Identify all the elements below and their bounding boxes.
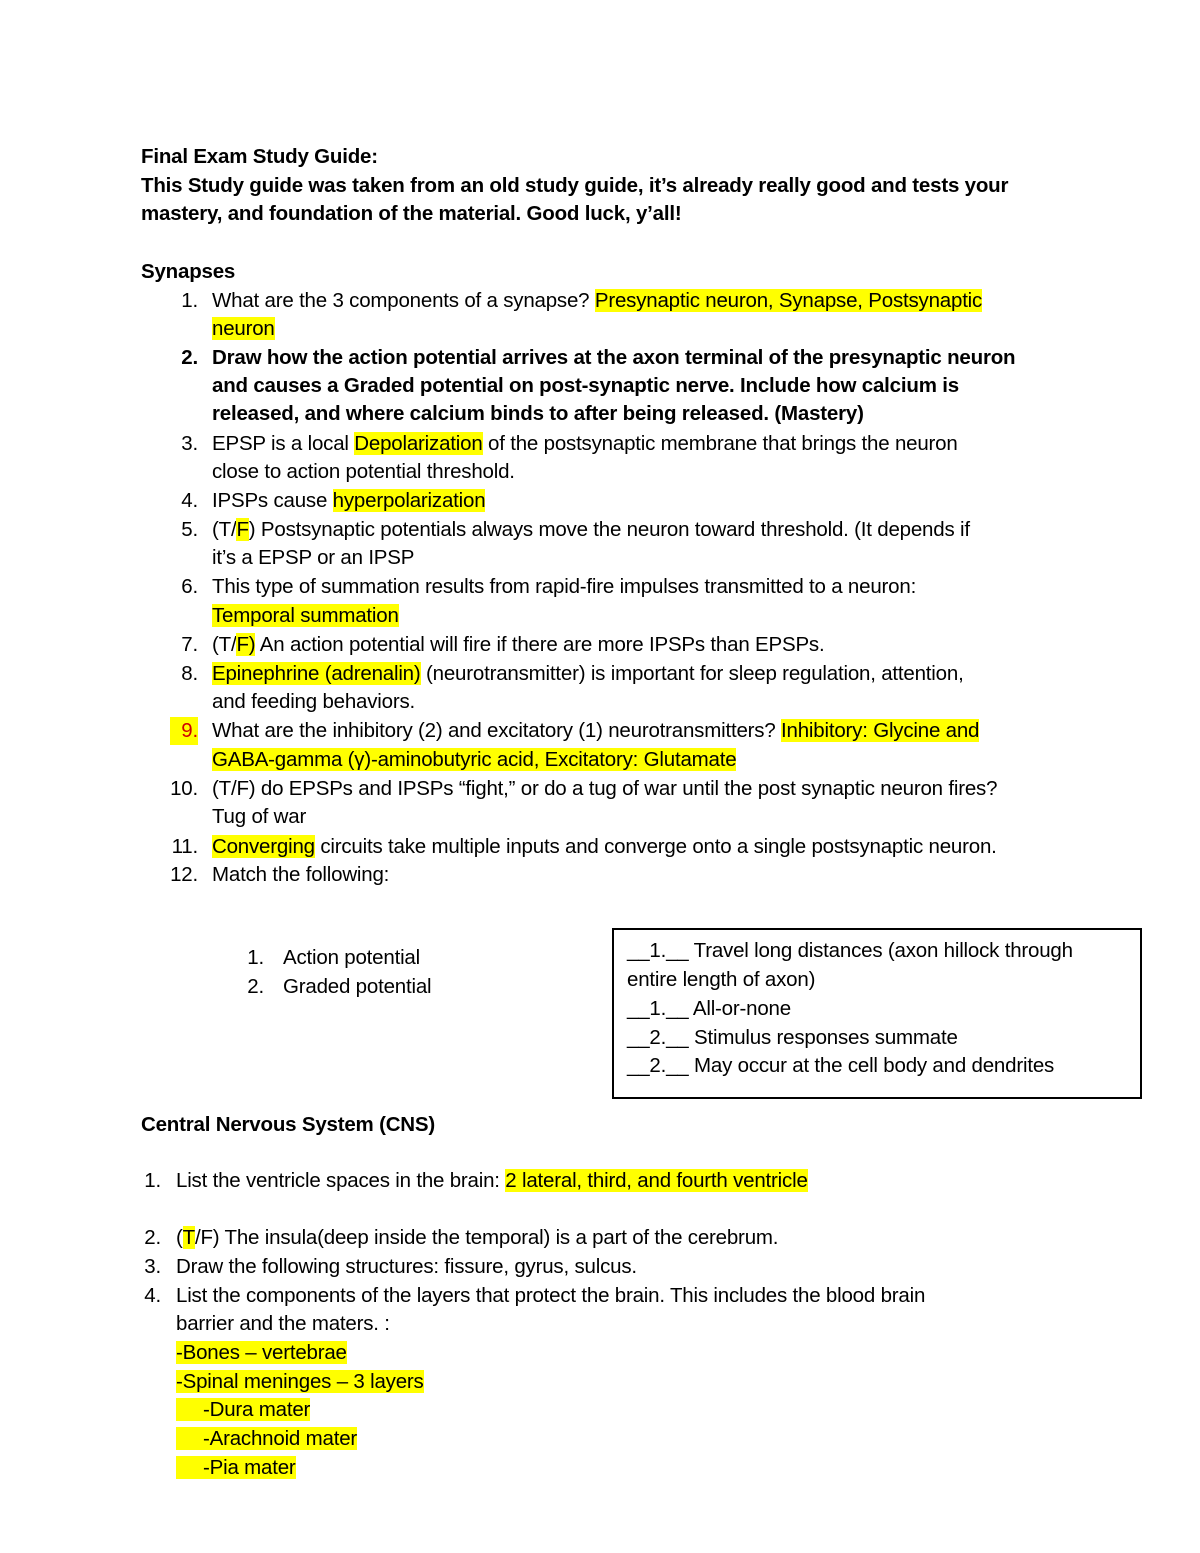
match-row: __2.__ May occur at the cell body and dendrites bbox=[627, 1054, 1055, 1077]
list-item bbox=[170, 516, 198, 544]
list-item bbox=[170, 344, 198, 372]
item-number: 4. bbox=[181, 489, 198, 512]
item-number: 1. bbox=[144, 1169, 161, 1192]
match-row: __1.__ All-or-none bbox=[627, 997, 791, 1020]
answer-continuation bbox=[212, 315, 275, 343]
highlighted-answer: 2 lateral, third, and fourth ventricle bbox=[505, 1169, 808, 1192]
item-number: 10. bbox=[170, 777, 198, 800]
question-text bbox=[212, 833, 997, 861]
question-text bbox=[212, 660, 964, 688]
question-text: List the components of the layers that protect the brain. This includes the blood brain bbox=[176, 1284, 926, 1307]
list-item bbox=[170, 631, 198, 659]
match-option bbox=[240, 973, 264, 1001]
item-number: 11. bbox=[171, 835, 198, 858]
question-text: What are the 3 components of a synapse? bbox=[212, 289, 595, 312]
question-text: This type of summation results from rapid-fire impulses transmitted to a neuron: bbox=[212, 575, 917, 598]
highlighted-answer: neuron bbox=[212, 317, 275, 340]
match-row: __1.__ Travel long distances (axon hillock through bbox=[627, 939, 1073, 962]
list-item bbox=[170, 833, 198, 861]
match-row: entire length of axon) bbox=[627, 968, 816, 991]
match-option bbox=[240, 944, 264, 972]
question-text: and feeding behaviors. bbox=[212, 690, 416, 713]
answer-line bbox=[176, 1454, 296, 1482]
question-text bbox=[212, 516, 970, 544]
page-title: Final Exam Study Guide: bbox=[141, 145, 378, 168]
highlighted-answer: Inhibitory: Glycine and bbox=[781, 719, 980, 742]
answer-continuation bbox=[212, 746, 736, 774]
highlighted-answer: Epinephrine (adrenalin) bbox=[212, 662, 421, 685]
item-number: 1. bbox=[247, 946, 264, 969]
item-number: 5. bbox=[181, 518, 198, 541]
highlighted-answer: -Dura mater bbox=[176, 1398, 310, 1421]
list-item bbox=[141, 1167, 161, 1195]
question-text bbox=[212, 717, 979, 745]
section-heading-synapses: Synapses bbox=[141, 260, 236, 283]
question-text: and causes a Graded potential on post-synaptic nerve. Include how calcium is bbox=[212, 374, 959, 397]
item-number: 4. bbox=[144, 1284, 161, 1307]
question-text: circuits take multiple inputs and converge onto a single postsynaptic neuron. bbox=[314, 835, 997, 858]
highlighted-answer: -Pia mater bbox=[176, 1456, 296, 1479]
answer-line bbox=[176, 1339, 347, 1367]
question-text: (T/F) do EPSPs and IPSPs “fight,” or do a tug of war until the post synaptic neuron fires? bbox=[212, 777, 998, 800]
question-text: close to action potential threshold. bbox=[212, 460, 515, 483]
list-item bbox=[170, 717, 198, 745]
item-number: 9. bbox=[170, 717, 198, 745]
highlighted-answer: hyperpolarization bbox=[332, 489, 486, 512]
intro-line: This Study guide was taken from an old study guide, it’s already really good and tests your bbox=[141, 174, 1009, 197]
list-item bbox=[170, 487, 198, 515]
question-text bbox=[176, 1167, 808, 1195]
question-text: (T/ bbox=[212, 633, 237, 656]
question-text bbox=[212, 487, 485, 515]
highlighted-answer: -Arachnoid mater bbox=[176, 1427, 357, 1450]
question-text: Match the following: bbox=[212, 863, 390, 886]
item-number: 2. bbox=[144, 1226, 161, 1249]
item-number: 12. bbox=[170, 863, 198, 886]
list-item bbox=[170, 861, 198, 889]
question-text: What are the inhibitory (2) and excitatory (1) neurotransmitters? bbox=[212, 719, 782, 742]
list-item bbox=[141, 1253, 161, 1281]
answer-line: Tug of war bbox=[212, 805, 307, 828]
question-text: List the ventricle spaces in the brain: bbox=[176, 1169, 506, 1192]
question-text: Draw the following structures: fissure, gyrus, sulcus. bbox=[176, 1255, 637, 1278]
list-item bbox=[141, 1224, 161, 1252]
highlighted-answer: GABA-gamma (γ)-aminobutyric acid, Excitatory: Glutamate bbox=[212, 748, 737, 771]
match-option-label: Action potential bbox=[283, 946, 420, 969]
item-number: 1. bbox=[181, 289, 198, 312]
match-option-label: Graded potential bbox=[283, 975, 432, 998]
question-text: ) bbox=[248, 518, 256, 541]
list-item bbox=[170, 287, 198, 315]
highlighted-answer: -Bones – vertebrae bbox=[176, 1341, 347, 1364]
list-item bbox=[170, 430, 198, 458]
item-number: 3. bbox=[181, 432, 198, 455]
item-number: 8. bbox=[181, 662, 198, 685]
highlighted-answer: F) bbox=[236, 633, 256, 656]
item-number: 3. bbox=[144, 1255, 161, 1278]
highlighted-answer: Presynaptic neuron, Synapse, Postsynaptic bbox=[594, 289, 983, 312]
list-item bbox=[170, 573, 198, 601]
question-text: barrier and the maters. : bbox=[176, 1312, 390, 1335]
question-text: it’s a EPSP or an IPSP bbox=[212, 546, 415, 569]
match-row: __2.__ Stimulus responses summate bbox=[627, 1026, 958, 1049]
highlighted-answer: -Spinal meninges – 3 layers bbox=[176, 1370, 424, 1393]
answer-line bbox=[176, 1425, 357, 1453]
question-text: of the postsynaptic membrane that brings the neuron bbox=[482, 432, 958, 455]
question-text bbox=[212, 631, 824, 659]
question-text: EPSP is a local bbox=[212, 432, 355, 455]
highlighted-answer: T bbox=[182, 1226, 195, 1249]
highlighted-answer: F bbox=[236, 518, 249, 541]
question-text: /F) The insula(deep inside the temporal) is a part of the cerebrum. bbox=[194, 1226, 779, 1249]
question-text: (T/ bbox=[212, 518, 237, 541]
question-text: ( bbox=[176, 1226, 183, 1249]
item-number: 6. bbox=[181, 575, 198, 598]
highlighted-answer: Depolarization bbox=[354, 432, 483, 455]
question-text: Draw how the action potential arrives at the axon terminal of the presynaptic neuron bbox=[212, 346, 1016, 369]
intro-line: mastery, and foundation of the material. Good luck, y’all! bbox=[141, 202, 682, 225]
answer-line bbox=[176, 1396, 310, 1424]
list-item bbox=[141, 1282, 161, 1310]
question-text bbox=[212, 287, 982, 315]
question-text: released, and where calcium binds to after being released. (Mastery) bbox=[212, 402, 864, 425]
question-text: (neurotransmitter) is important for sleep regulation, attention, bbox=[420, 662, 964, 685]
answer-line bbox=[176, 1368, 424, 1396]
section-heading-cns: Central Nervous System (CNS) bbox=[141, 1113, 436, 1136]
item-number: 2. bbox=[181, 346, 198, 369]
question-text bbox=[212, 430, 958, 458]
question-text: An action potential will fire if there are more IPSPs than EPSPs. bbox=[255, 633, 825, 656]
answer-line bbox=[212, 602, 399, 630]
list-item bbox=[170, 775, 198, 803]
question-text bbox=[176, 1224, 778, 1252]
item-number: 2. bbox=[247, 975, 264, 998]
list-item bbox=[170, 660, 198, 688]
question-text: IPSPs cause bbox=[212, 489, 333, 512]
item-number: 7. bbox=[181, 633, 198, 656]
question-text: Postsynaptic potentials always move the neuron toward threshold. (It depends if bbox=[255, 518, 970, 541]
highlighted-answer: Temporal summation bbox=[212, 604, 399, 627]
highlighted-answer: Converging bbox=[212, 835, 315, 858]
